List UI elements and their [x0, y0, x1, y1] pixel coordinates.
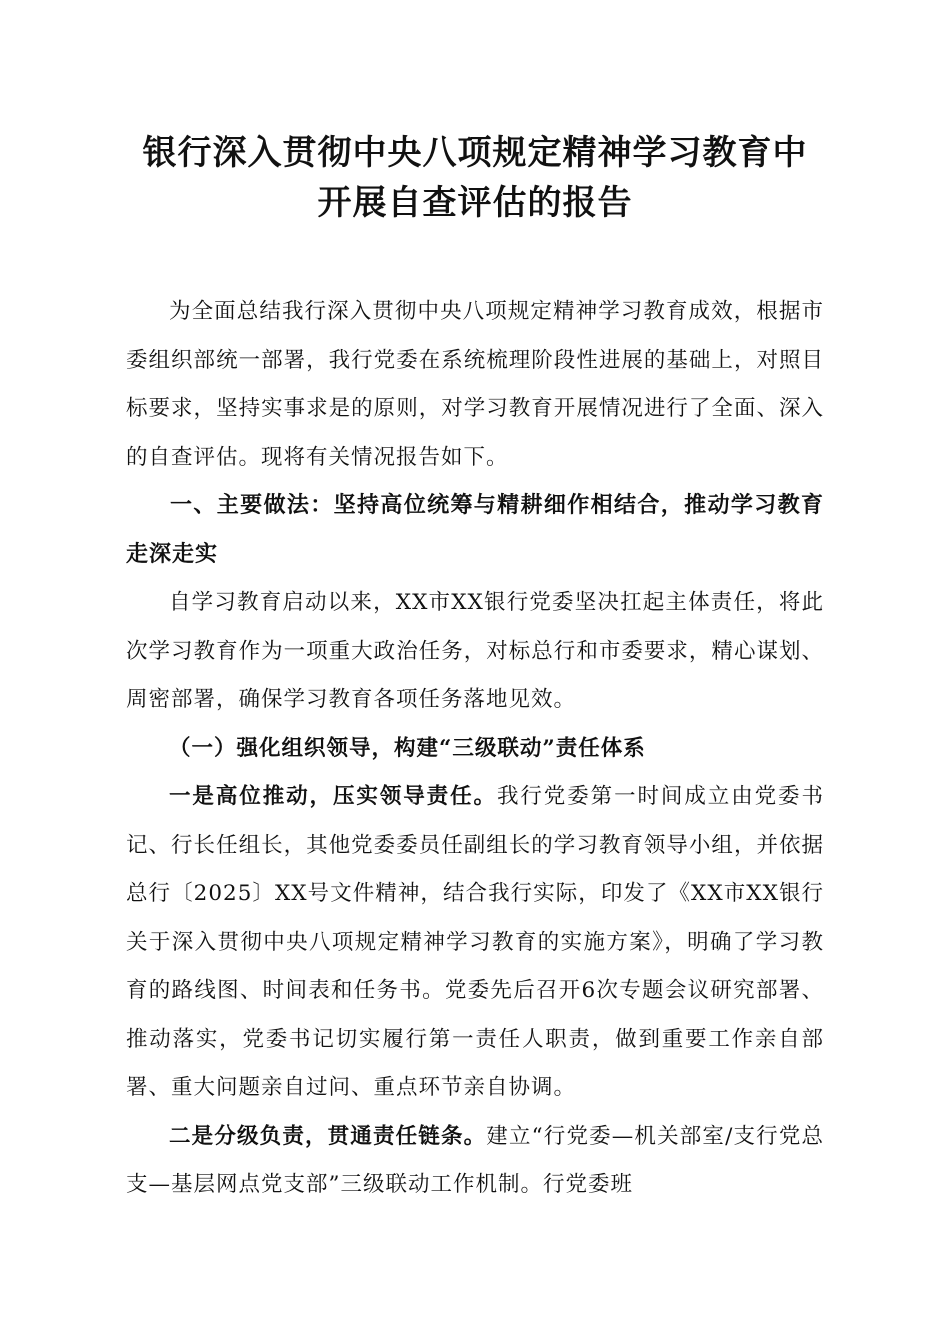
paragraph-point-2	[126, 1113, 824, 1210]
paragraph-point-1	[126, 773, 824, 1113]
document-title: 银行深入贯彻中央八项规定精神学习教育中开展自查评估的报告	[142, 133, 808, 223]
document-body	[126, 288, 824, 1210]
section-heading-1: 一、主要做法：坚持高位统筹与精耕细作相结合，推动学习教育走深走实	[126, 493, 824, 567]
intro-paragraph: 为全面总结我行深入贯彻中央八项规定精神学习教育成效，根据市委组织部统一部署，我行党委在系统梳理阶段性进展的基础上，对照目标要求，坚持实事求是的原则，对学习教育开展情况进行了全面、深入的自查评估。现将有关情况报告如下。	[126, 299, 824, 470]
section-1-paragraph: 自学习教育启动以来，XX市XX银行党委坚决扛起主体责任，将此次学习教育作为一项重大政治任务，对标总行和市委要求，精心谋划、周密部署，确保学习教育各项任务落地见效。	[126, 590, 824, 712]
point-1-text: 我行党委第一时间成立由党委书记、行长任组长，其他党委委员任副组长的学习教育领导小组，并依据总行〔2025〕XX号文件精神，结合我行实际，印发了《XX市XX银行关于深入贯彻中央八项规定精神学习教育的实施方案》，明确了学习教育的路线图、时间表和任务书。党委先后召开6次专题会议研究部署、推动落实，党委书记切实履行第一责任人职责，做到重要工作亲自部署、重大问题亲自过问、重点环节亲自协调。	[126, 784, 824, 1100]
point-2-text: 建立“行党委—机关部室/支行党总支—基层网点党支部”三级联动工作机制。行党委班	[126, 1123, 824, 1197]
point-1-lead: 一是高位推动，压实领导责任。	[169, 784, 497, 809]
subsection-heading-1: （一）强化组织领导，构建“三级联动”责任体系	[169, 735, 646, 761]
point-2-lead: 二是分级负责，贯通责任链条。	[169, 1123, 487, 1149]
